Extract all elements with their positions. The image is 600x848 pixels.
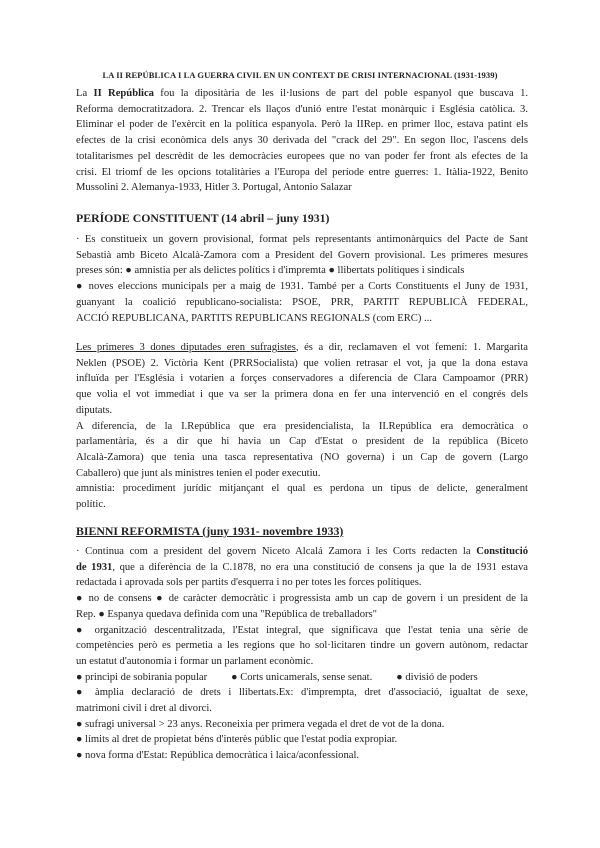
constituent-paragraph-2	[76, 340, 528, 513]
bienni-paragraph	[76, 544, 528, 764]
text-line: parlamentària, és a dir que hi havia un Cap d'Estat o president de la república (Biceto	[76, 436, 528, 448]
text-line: efectes de la crisi econòmica dels anys 30 derivada del "crack del 29". En segon lloc, l'ascens dels	[76, 135, 528, 147]
text-line: matrimoni civil i dret al divorci.	[76, 703, 212, 715]
text-line: que volia el vot immediat i que va ser la primera dona en fer una intervenció en el congrés dels	[76, 389, 528, 401]
text-line: competències però es permetia a les regions que ho sol·licitaren tindre un govern autònom, redactar	[76, 640, 528, 652]
text-line: Mussolini 2. Alemanya-1933, Hitler 3. Portugal, Antonio Salazar	[76, 182, 352, 194]
text-line: Rep. ● Espanya quedava definida com una "República de treballadors"	[76, 608, 377, 620]
bold-term: de 1931	[76, 561, 113, 573]
text-line: diputats.	[76, 404, 113, 416]
bold-term: Constitució	[476, 546, 528, 557]
text-line: La II República fou la dipositària de les il·lusions de part del poble espanyol que buscava 1.	[76, 88, 529, 99]
section-heading-constituent: PERÍODE CONSTITUENT (14 abril – juny 1931)	[76, 211, 330, 225]
text-line: ACCIÓ REPUBLICANA, PARTITS REPUBLICANS REGIONALS (com ERC) ...	[76, 312, 432, 324]
text-line: Neklen (PSOE) 2. Victòria Kent (PRRSocialista) que volien retrasar el vot, ja que la dona estava	[76, 357, 528, 369]
text-line: amnistia: procediment jurídic mitjançant el qual es perdona un tipus de delicte, generalment	[76, 483, 528, 495]
text-line: un estatut d'autonomia i formar un parlament econòmic.	[76, 655, 314, 667]
text-line: Sebastià amb Biceto Alcalà-Zamora com a President del Govern provisional. Les primeres mesures	[76, 249, 528, 261]
text-line: de 1931, que a diferència de la C.1878, no era una constitució de consens ja que la de 1931 estava	[76, 561, 528, 573]
text-line: totalitarismes pel descrèdit de les democràcies europees que no van poder fer front als efectes de la	[76, 150, 528, 162]
constituent-paragraph-1	[76, 232, 528, 326]
text-line: ● límits al dret de propietat béns d'interès públic que l'estat podia expropiar.	[76, 734, 398, 746]
text-line: Reforma democratitzadora. 2. Trencar els llaços d'unió entre l'estat monàrquic i Església catòlica. 3.	[76, 103, 528, 115]
text-line: ● principi de sobirania popular ● Corts unicamerals, sense senat. ● divisió de poders	[76, 671, 478, 683]
text-line: ● organització descentralitzada, l'Estat integral, que significava que l'estat tenia una sèrie de	[76, 624, 528, 636]
text-line: influïda per l'Església i votarien a forçes conservadores a diferencia de Clara Campoamor (PRR)	[76, 373, 528, 385]
document-title: LA II REPÚBLICA I LA GUERRA CIVIL EN UN CONTEXT DE CRISI INTERNACIONAL (1931-1939)	[102, 70, 498, 80]
text-line: ● nova forma d'Estat: República democràtica i laica/aconfessional.	[76, 750, 360, 762]
text-line: Eliminar el poder de l'exèrcit en la política espanyola. Però la IIRep. en primer lloc, estava patint els	[76, 119, 528, 131]
text-line: crisi. El triomf de les opcions totalitàries a l'Europa del període entre guerres: 1. Itàlia-1922, Benito	[76, 166, 528, 178]
text-line: Alcalà-Zamora) que tenia una tasca representativa (NO governa) i un Cap de govern (Largo	[76, 451, 528, 463]
text-line: preses són: ● amnistia per als delictes polítics i d'impremta ● llibertats polítiques i sindicals	[76, 265, 465, 277]
text-line: ● noves eleccions municipals per a maig de 1931. També per a Corts Constituents el Juny de 1931,	[76, 281, 528, 293]
text-line: ● sufragi universal > 23 anys. Reconeixia per primera vegada el dret de vot de la dona.	[76, 718, 445, 730]
text-line: redactada i aprovada sols per partits d'esquerra i no per totes les forces polítiques.	[76, 577, 422, 589]
bold-term: II República	[93, 88, 154, 99]
text-line: · Continua com a president del govern Niceto Alcalá Zamora i les Corts redacten la Constitució	[76, 546, 528, 557]
text-line: polític.	[76, 499, 106, 511]
text-line: guanyant la coalició republicano-socialista: PSOE, PRR, PARTIT REPUBLICÀ FEDERAL,	[76, 296, 528, 308]
text-line: ● àmplia declaració de drets i llibertats.Ex: d'imprempta, dret d'associació, igualtat de sexe,	[76, 687, 528, 699]
underlined-phrase: Les primeres 3 dones diputades eren sufragistes	[76, 342, 296, 353]
text-line: Caballero) que junt als ministres tenien el poder executiu.	[76, 467, 321, 479]
text-line: A diferencia, de la I.República que era presidencialista, la II.República era democràtica o	[76, 420, 528, 432]
text-line: ● no de consens ● de caràcter democràtic i progressista amb un cap de govern i un president de la	[76, 593, 528, 605]
text-line: Les primeres 3 dones diputades eren sufragistes, és a dir, reclamaven el vot femení: 1. Margarita	[76, 342, 528, 353]
intro-paragraph	[76, 86, 528, 196]
section-heading-bienni: BIENNI REFORMISTA (juny 1931- novembre 1933)	[76, 524, 344, 538]
text-line: · Es constitueix un govern provisional, format pels representants antimonàrquics del Pacte de Sant	[76, 234, 528, 245]
